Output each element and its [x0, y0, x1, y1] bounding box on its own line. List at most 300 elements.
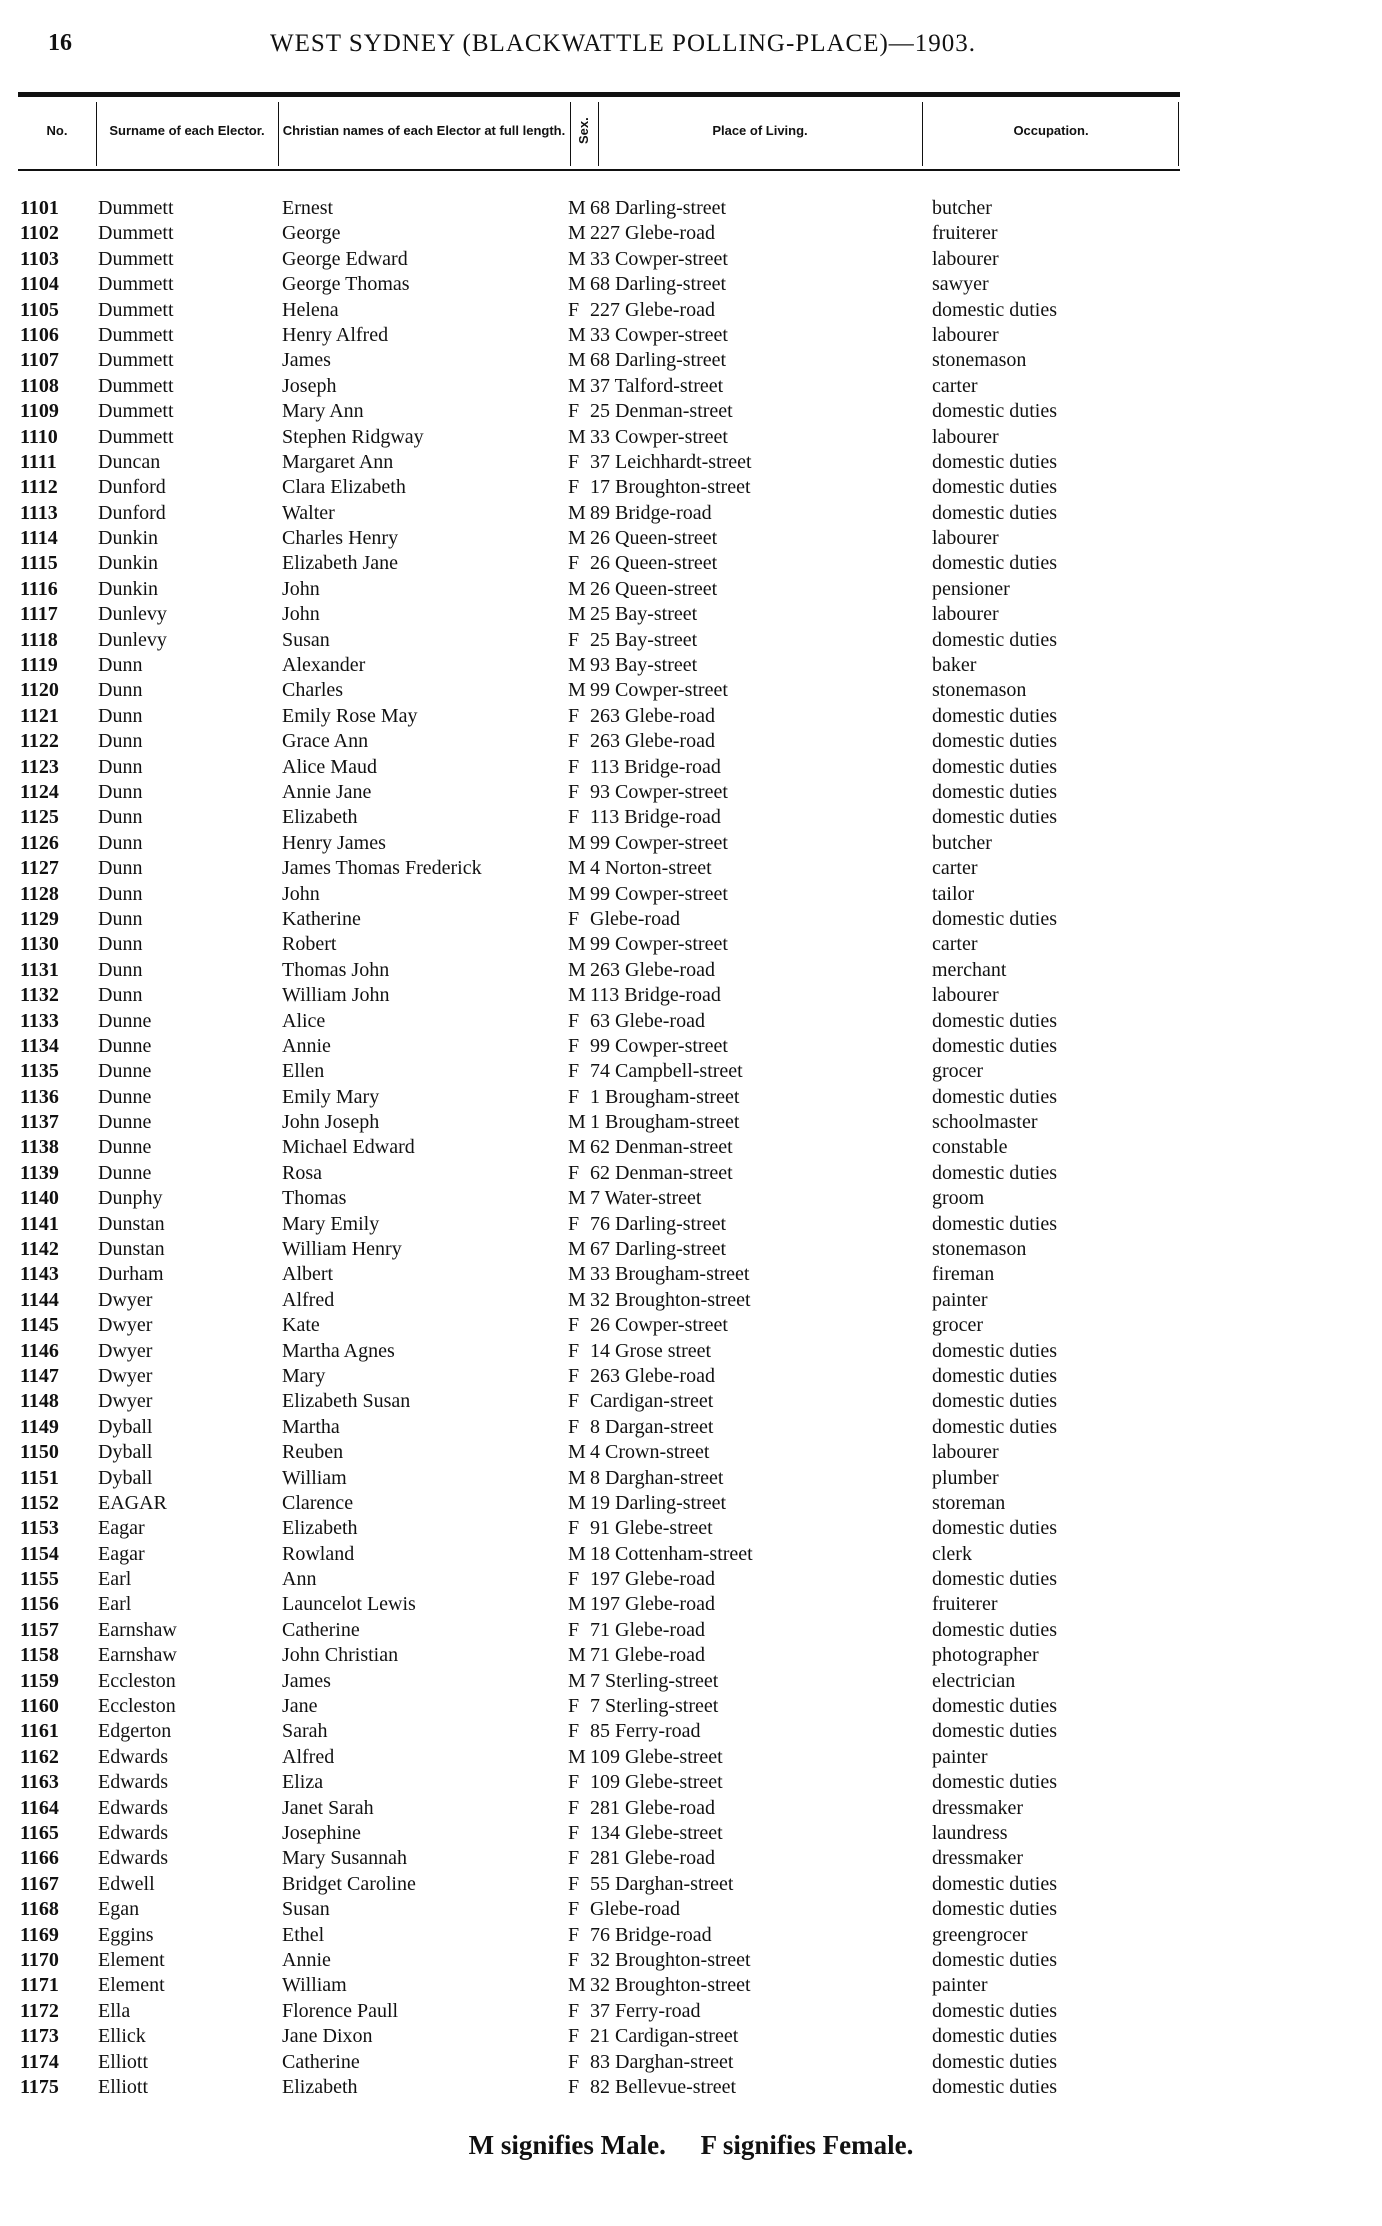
elector-number: 1155 [20, 1568, 59, 1591]
table-row [0, 1948, 1382, 1973]
occupation: labourer [932, 323, 999, 346]
place-of-living: 8 Dargan-street [590, 1415, 714, 1438]
surname: Dunn [98, 831, 143, 854]
sex: M [568, 933, 586, 956]
christian-names: Alfred [282, 1288, 335, 1311]
place-of-living: 33 Brougham-street [590, 1263, 750, 1286]
sex: F [568, 1085, 580, 1108]
table-row [0, 983, 1382, 1008]
elector-number: 1174 [20, 2050, 59, 2073]
elector-number: 1134 [20, 1034, 59, 1057]
surname: Ellick [98, 2025, 146, 2048]
table-row [0, 1491, 1382, 1516]
surname: Earl [98, 1568, 132, 1591]
table-row [0, 1186, 1382, 1211]
occupation: labourer [932, 527, 999, 550]
elector-number: 1130 [20, 933, 59, 956]
place-of-living: 4 Crown-street [590, 1441, 710, 1464]
elector-number: 1123 [20, 755, 59, 778]
surname: Dunne [98, 1136, 152, 1159]
surname: Dunne [98, 1009, 152, 1032]
elector-number: 1114 [20, 527, 58, 550]
table-row [0, 2050, 1382, 2075]
table-row [0, 374, 1382, 399]
place-of-living: 26 Cowper-street [590, 1314, 728, 1337]
sex: F [568, 1339, 580, 1362]
elector-number: 1163 [20, 1771, 59, 1794]
sex: M [568, 831, 586, 854]
christian-names: Susan [282, 628, 330, 651]
elector-number: 1165 [20, 1822, 59, 1844]
sex: F [568, 1517, 580, 1540]
occupation: domestic duties [932, 1212, 1057, 1235]
place-of-living: 32 Broughton-street [590, 1974, 751, 1997]
surname: Dunn [98, 882, 143, 905]
sex: M [568, 247, 586, 270]
surname: Dunkin [98, 552, 158, 575]
place-of-living: 99 Cowper-street [590, 933, 728, 956]
elector-number: 1166 [20, 1847, 59, 1870]
christian-names: James Thomas Frederick [282, 857, 482, 880]
christian-names: John Christian [282, 1644, 399, 1667]
place-of-living: Glebe-road [590, 907, 680, 930]
place-of-living: 33 Cowper-street [590, 323, 728, 346]
surname: Eagar [98, 1517, 145, 1540]
elector-number: 1126 [20, 831, 59, 854]
table-header [18, 92, 1180, 171]
christian-names: Joseph [282, 374, 337, 397]
occupation: domestic duties [932, 1720, 1057, 1743]
surname: Dyball [98, 1441, 153, 1464]
place-of-living: 113 Bridge-road [590, 984, 721, 1007]
sex: M [568, 1466, 586, 1489]
place-of-living: 7 Water-street [590, 1187, 702, 1210]
surname: Dunphy [98, 1187, 163, 1210]
elector-number: 1149 [20, 1415, 59, 1438]
christian-names: Catherine [282, 2050, 360, 2073]
occupation: stonemason [932, 349, 1027, 372]
occupation: domestic duties [932, 1034, 1057, 1057]
sex: M [568, 323, 586, 346]
header-no: No. [46, 123, 68, 138]
place-of-living: 99 Cowper-street [590, 1034, 728, 1057]
surname: Dunkin [98, 577, 158, 600]
elector-number: 1102 [20, 222, 59, 245]
occupation: fruiterer [932, 222, 998, 245]
table-row [0, 1339, 1382, 1364]
place-of-living: 109 Glebe-street [590, 1771, 723, 1794]
place-of-living: 197 Glebe-road [590, 1593, 715, 1616]
table-row [0, 1999, 1382, 2024]
christian-names: George Edward [282, 247, 408, 270]
place-of-living: 89 Bridge-road [590, 501, 712, 524]
table-row [0, 450, 1382, 475]
elector-number: 1112 [20, 476, 58, 499]
place-of-living: 281 Glebe-road [590, 1796, 715, 1819]
occupation: domestic duties [932, 628, 1057, 651]
occupation: electrician [932, 1669, 1016, 1692]
sex: M [568, 1238, 586, 1261]
surname: Dunn [98, 755, 143, 778]
sex: F [568, 1771, 580, 1794]
christian-names: Alice Maud [282, 755, 377, 778]
table-row [0, 1745, 1382, 1770]
sex: F [568, 1364, 580, 1387]
christian-names: Janet Sarah [282, 1796, 374, 1819]
sex: M [568, 1263, 586, 1286]
table-row [0, 298, 1382, 323]
table-row [0, 2024, 1382, 2049]
surname: Eccleston [98, 1669, 176, 1692]
table-row [0, 1618, 1382, 1643]
occupation: dressmaker [932, 1796, 1024, 1819]
elector-number: 1131 [20, 958, 59, 981]
surname: Dunne [98, 1034, 152, 1057]
christian-names: William John [282, 984, 390, 1007]
elector-number: 1117 [20, 603, 58, 626]
elector-number: 1157 [20, 1618, 59, 1641]
place-of-living: 26 Queen-street [590, 577, 718, 600]
christian-names: Alice [282, 1009, 326, 1032]
christian-names: William [282, 1466, 347, 1489]
christian-names: Elizabeth Jane [282, 552, 399, 575]
table-row [0, 1973, 1382, 1998]
sex: F [568, 1390, 580, 1413]
elector-number: 1122 [20, 730, 59, 753]
elector-number: 1128 [20, 882, 59, 905]
table-row [0, 1669, 1382, 1694]
surname: Dunkin [98, 527, 158, 550]
elector-number: 1101 [20, 197, 59, 219]
sex: F [568, 755, 580, 778]
sex: F [568, 1695, 580, 1718]
occupation: domestic duties [932, 2025, 1057, 2048]
elector-number: 1118 [20, 628, 58, 651]
surname: Dunlevy [98, 603, 167, 626]
christian-names: Emily Rose May [282, 704, 418, 727]
place-of-living: 7 Sterling-street [590, 1695, 719, 1718]
table-row [0, 1643, 1382, 1668]
surname: Dunn [98, 984, 143, 1007]
place-of-living: 91 Glebe-street [590, 1517, 713, 1540]
surname: Earl [98, 1593, 132, 1616]
occupation: domestic duties [932, 1898, 1057, 1921]
christian-names: Helena [282, 298, 339, 321]
elector-number: 1156 [20, 1593, 59, 1616]
elector-number: 1146 [20, 1339, 59, 1362]
table-row [0, 1288, 1382, 1313]
table-row [0, 1770, 1382, 1795]
sex: F [568, 400, 580, 423]
elector-number: 1142 [20, 1238, 59, 1261]
occupation: painter [932, 1974, 988, 1997]
table-row [0, 1440, 1382, 1465]
christian-names: Rosa [282, 1161, 322, 1184]
occupation: carter [932, 857, 978, 880]
surname: Dwyer [98, 1339, 153, 1362]
christian-names: Albert [282, 1263, 334, 1286]
surname: Dunn [98, 679, 143, 702]
christian-names: William [282, 1974, 347, 1997]
christian-names: Sarah [282, 1720, 328, 1743]
elector-number: 1170 [20, 1948, 59, 1971]
place-of-living: 4 Norton-street [590, 857, 712, 880]
place-of-living: 263 Glebe-road [590, 958, 715, 981]
table-row [0, 501, 1382, 526]
elector-number: 1172 [20, 1999, 59, 2022]
surname: Element [98, 1974, 165, 1997]
surname: Eggins [98, 1923, 154, 1946]
occupation: fireman [932, 1263, 995, 1286]
elector-number: 1106 [20, 323, 59, 346]
place-of-living: 37 Leichhardt-street [590, 450, 752, 473]
table-row [0, 653, 1382, 678]
header-occupation: Occupation. [1013, 123, 1089, 138]
table-row [0, 1085, 1382, 1110]
surname: Dyball [98, 1466, 153, 1489]
christian-names: Ellen [282, 1060, 325, 1083]
page-number: 16 [48, 30, 72, 56]
place-of-living: 85 Ferry-road [590, 1720, 701, 1743]
place-of-living: 25 Bay-street [590, 603, 698, 626]
place-of-living: 68 Darling-street [590, 273, 727, 296]
christian-names: Grace Ann [282, 730, 369, 753]
christian-names: Clarence [282, 1491, 354, 1514]
sex: M [568, 1441, 586, 1464]
elector-number: 1154 [20, 1542, 59, 1565]
place-of-living: 68 Darling-street [590, 349, 727, 372]
page-title: WEST SYDNEY (BLACKWATTLE POLLING-PLACE)—1903. [270, 30, 977, 57]
place-of-living: 62 Denman-street [590, 1136, 733, 1159]
place-of-living: 26 Queen-street [590, 527, 718, 550]
place-of-living: 14 Grose street [590, 1339, 712, 1362]
place-of-living: 227 Glebe-road [590, 298, 715, 321]
sex: M [568, 1644, 586, 1667]
elector-number: 1152 [20, 1491, 59, 1514]
surname: Dunlevy [98, 628, 167, 651]
sex: F [568, 450, 580, 473]
sex: F [568, 1314, 580, 1337]
elector-number: 1132 [20, 984, 59, 1007]
occupation: domestic duties [932, 1999, 1057, 2022]
sex: M [568, 1136, 586, 1159]
christian-names: William Henry [282, 1238, 402, 1261]
occupation: stonemason [932, 1238, 1027, 1261]
elector-number: 1162 [20, 1745, 59, 1768]
table-row [0, 1516, 1382, 1541]
sex: F [568, 1999, 580, 2022]
surname: Edgerton [98, 1720, 172, 1743]
place-of-living: 68 Darling-street [590, 197, 727, 219]
sex: F [568, 1415, 580, 1438]
sex: F [568, 1009, 580, 1032]
table-row [0, 1212, 1382, 1237]
table-row [0, 399, 1382, 424]
place-of-living: 82 Bellevue-street [590, 2075, 737, 2098]
elector-number: 1111 [20, 450, 57, 473]
surname: EAGAR [98, 1491, 167, 1514]
elector-number: 1148 [20, 1390, 59, 1413]
header-sex: Sex. [576, 117, 591, 145]
table-row [0, 1161, 1382, 1186]
christian-names: Alfred [282, 1745, 335, 1768]
surname: Egan [98, 1898, 140, 1921]
surname: Dunn [98, 780, 143, 803]
table-row [0, 1135, 1382, 1160]
table-row [0, 1237, 1382, 1262]
christian-names: Ethel [282, 1923, 325, 1946]
place-of-living: 113 Bridge-road [590, 806, 721, 829]
christian-names: Ann [282, 1568, 317, 1591]
surname: Ella [98, 1999, 131, 2022]
surname: Dummett [98, 400, 174, 423]
sex: F [568, 1034, 580, 1057]
place-of-living: 1 Brougham-street [590, 1085, 740, 1108]
table-row [0, 704, 1382, 729]
sex: M [568, 1669, 586, 1692]
elector-number: 1147 [20, 1364, 59, 1387]
elector-number: 1144 [20, 1288, 59, 1311]
surname: Duncan [98, 450, 161, 473]
sex: F [568, 476, 580, 499]
occupation: painter [932, 1745, 988, 1768]
elector-number: 1125 [20, 806, 59, 829]
occupation: labourer [932, 984, 999, 1007]
place-of-living: 67 Darling-street [590, 1238, 727, 1261]
sex: F [568, 1796, 580, 1819]
table-row [0, 1364, 1382, 1389]
christian-names: Annie [282, 1034, 331, 1057]
surname: Earnshaw [98, 1644, 177, 1667]
sex: M [568, 425, 586, 448]
surname: Eagar [98, 1542, 145, 1565]
occupation: domestic duties [932, 552, 1057, 575]
christian-names: Rowland [282, 1542, 355, 1565]
elector-number: 1133 [20, 1009, 59, 1032]
christian-names: John [282, 882, 320, 905]
christian-names: Annie [282, 1948, 331, 1971]
christian-names: Jane [282, 1695, 318, 1718]
place-of-living: 76 Bridge-road [590, 1923, 712, 1946]
sex: M [568, 984, 586, 1007]
occupation: stonemason [932, 679, 1027, 702]
christian-names: Elizabeth Susan [282, 1390, 411, 1413]
sex: F [568, 2075, 580, 2098]
sex: M [568, 577, 586, 600]
christian-names: John Joseph [282, 1111, 380, 1134]
christian-names: Annie Jane [282, 780, 372, 803]
table-row [0, 1719, 1382, 1744]
elector-number: 1121 [20, 704, 59, 727]
place-of-living: 93 Bay-street [590, 654, 698, 677]
sex: F [568, 704, 580, 727]
christian-names: Elizabeth [282, 1517, 358, 1540]
elector-number: 1107 [20, 349, 59, 372]
christian-names: Jane Dixon [282, 2025, 373, 2048]
surname: Edwards [98, 1847, 168, 1870]
table-row [0, 780, 1382, 805]
place-of-living: 25 Denman-street [590, 400, 733, 423]
table-row [0, 932, 1382, 957]
occupation: grocer [932, 1060, 984, 1083]
sex: M [568, 1745, 586, 1768]
place-of-living: 33 Cowper-street [590, 425, 728, 448]
christian-names: Charles Henry [282, 527, 399, 550]
place-of-living: 55 Darghan-street [590, 1872, 734, 1895]
table-row [0, 348, 1382, 373]
table-row [0, 247, 1382, 272]
elector-number: 1158 [20, 1644, 59, 1667]
table-row [0, 1059, 1382, 1084]
elector-list [0, 196, 1382, 2100]
surname: Dwyer [98, 1390, 153, 1413]
place-of-living: 93 Cowper-street [590, 780, 728, 803]
place-of-living: 263 Glebe-road [590, 704, 715, 727]
elector-number: 1143 [20, 1263, 59, 1286]
christian-names: Emily Mary [282, 1085, 380, 1108]
place-of-living: 37 Ferry-road [590, 1999, 701, 2022]
place-of-living: 197 Glebe-road [590, 1568, 715, 1591]
occupation: laundress [932, 1822, 1008, 1844]
occupation: labourer [932, 1441, 999, 1464]
surname: Edwards [98, 1771, 168, 1794]
surname: Dummett [98, 197, 174, 219]
surname: Dunford [98, 501, 166, 524]
occupation: labourer [932, 603, 999, 626]
table-row [0, 526, 1382, 551]
occupation: carter [932, 374, 978, 397]
place-of-living: 109 Glebe-street [590, 1745, 723, 1768]
place-of-living: 99 Cowper-street [590, 882, 728, 905]
sex: M [568, 501, 586, 524]
elector-number: 1140 [20, 1187, 59, 1210]
surname: Earnshaw [98, 1618, 177, 1641]
occupation: domestic duties [932, 806, 1057, 829]
sex: M [568, 1593, 586, 1616]
elector-number: 1116 [20, 577, 58, 600]
christian-names: Robert [282, 933, 337, 956]
elector-number: 1141 [20, 1212, 59, 1235]
christian-names: Mary Emily [282, 1212, 380, 1235]
elector-number: 1153 [20, 1517, 59, 1540]
table-row [0, 805, 1382, 830]
sex: M [568, 857, 586, 880]
occupation: labourer [932, 247, 999, 270]
occupation: domestic duties [932, 1517, 1057, 1540]
sex: M [568, 527, 586, 550]
elector-number: 1119 [20, 654, 58, 677]
occupation: domestic duties [932, 907, 1057, 930]
table-row [0, 2075, 1382, 2100]
table-row [0, 1923, 1382, 1948]
surname: Edwards [98, 1822, 168, 1844]
christian-names: Martha Agnes [282, 1339, 395, 1362]
occupation: domestic duties [932, 1771, 1057, 1794]
christian-names: Catherine [282, 1618, 360, 1641]
surname: Dunn [98, 730, 143, 753]
sex: F [568, 1720, 580, 1743]
place-of-living: 21 Cardigan-street [590, 2025, 739, 2048]
occupation: butcher [932, 197, 992, 219]
elector-number: 1104 [20, 273, 59, 296]
place-of-living: 33 Cowper-street [590, 247, 728, 270]
table-row [0, 1694, 1382, 1719]
table-row [0, 1262, 1382, 1287]
table-row [0, 1542, 1382, 1567]
place-of-living: 263 Glebe-road [590, 730, 715, 753]
place-of-living: 26 Queen-street [590, 552, 718, 575]
sex: F [568, 1060, 580, 1083]
